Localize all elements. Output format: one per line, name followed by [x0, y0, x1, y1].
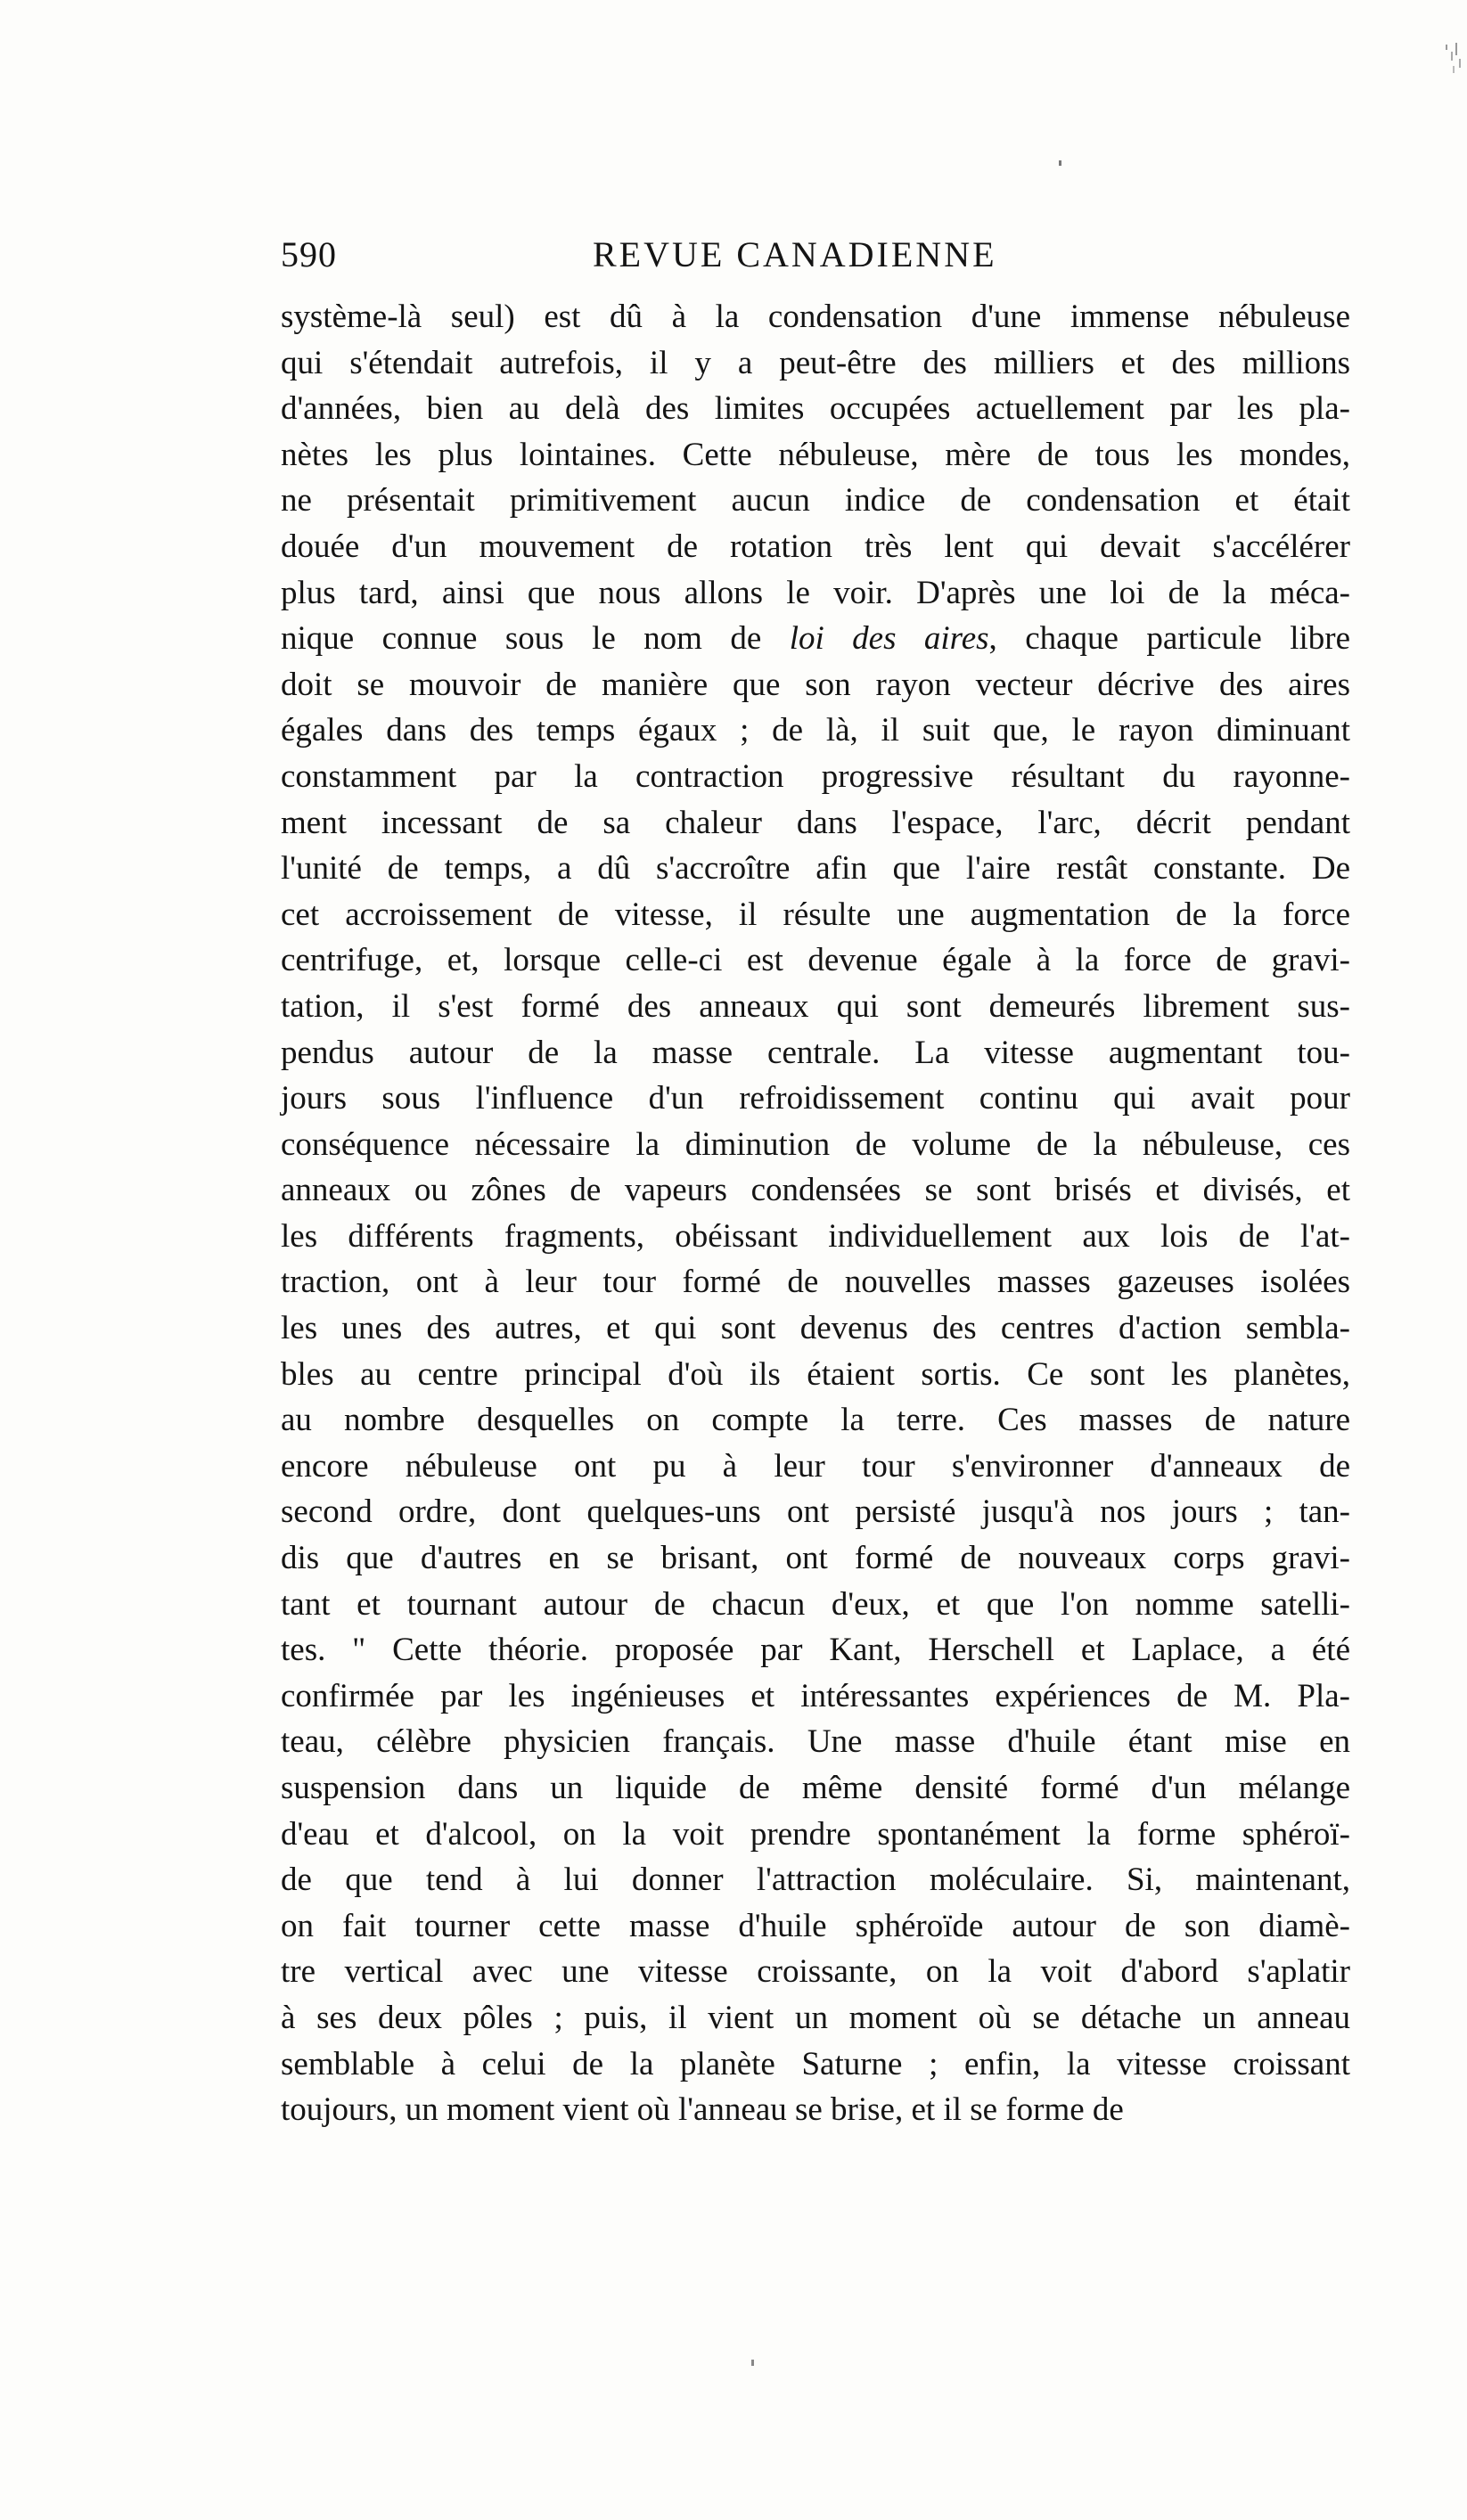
text-line: suspension dans un liquide de même densité formé d'un mélange: [281, 1770, 1350, 1806]
ink-speck-top: [1059, 160, 1061, 166]
text-line: pendus autour de la masse centrale. La vitesse augmentant tou-: [281, 1034, 1350, 1071]
text-line: jours sous l'influence d'un refroidissement continu qui avait pour: [281, 1080, 1350, 1117]
text-line: plus tard, ainsi que nous allons le voir. D'après une loi de la méca-: [281, 574, 1350, 611]
text-line: encore nébuleuse ont pu à leur tour s'environner d'anneaux de: [281, 1447, 1350, 1485]
text-line: l'unité de temps, a dû s'accroître afin que l'aire restât constante. De: [281, 850, 1350, 888]
page-number: 590: [281, 234, 337, 274]
text-line: système-là seul) est dû à la condensation d'une immense nébuleuse: [281, 299, 1350, 335]
text-line: à ses deux pôles ; puis, il vient un moment où se détache un anneau: [281, 1999, 1350, 2036]
text-line: les unes des autres, et qui sont devenus des centres d'action sembla-: [281, 1310, 1350, 1347]
text-line: anneaux ou zônes de vapeurs condensées se sont brisés et divisés, et: [281, 1172, 1350, 1209]
text-line: nètes les plus lointaines. Cette nébuleuse, mère de tous les mondes,: [281, 436, 1350, 473]
text-line: ment incessant de sa chaleur dans l'espace, l'arc, décrit pendant: [281, 804, 1350, 841]
text-line: tation, il s'est formé des anneaux qui sont demeurés librement sus-: [281, 987, 1350, 1025]
text-line: tant et tournant autour de chacun d'eux, et que l'on nomme satelli-: [281, 1585, 1350, 1623]
text-line: dis que d'autres en se brisant, ont formé de nouveaux corps gravi-: [281, 1540, 1350, 1577]
text-line: toujours, un moment vient où l'anneau se brise, et il se forme de: [281, 2091, 1124, 2129]
text-line: douée d'un mouvement de rotation très lent qui devait s'accélérer: [281, 528, 1350, 565]
text-line: les différents fragments, obéissant individuellement aux lois de l'at-: [281, 1217, 1350, 1255]
text-line: nique connue sous le nom de loi des aires, chaque particule libre: [281, 620, 1351, 658]
text-line: égales dans des temps égaux ; de là, il suit que, le rayon diminuant: [281, 712, 1350, 749]
text-line: ne présentait primitivement aucun indice de condensation et était: [281, 482, 1350, 520]
text-line: qui s'étendait autrefois, il y a peut-être des milliers et des millions: [281, 344, 1350, 381]
text-line: constamment par la contraction progressive résultant du rayonne-: [281, 757, 1350, 795]
ink-speck-bottom: [751, 2360, 754, 2366]
text-line: semblable à celui de la planète Saturne ; enfin, la vitesse croissant: [281, 2045, 1350, 2082]
text-line: conséquence nécessaire la diminution de volume de la nébuleuse, ces: [281, 1125, 1350, 1163]
text-line: traction, ont à leur tour formé de nouvelles masses gazeuses isolées: [281, 1264, 1350, 1301]
text-line: teau, célèbre physicien français. Une masse d'huile étant mise en: [281, 1723, 1350, 1761]
text-line: de que tend à lui donner l'attraction moléculaire. Si, maintenant,: [281, 1861, 1350, 1899]
text-line: confirmée par les ingénieuses et intéressantes expériences de M. Pla-: [281, 1677, 1350, 1714]
body-text: [281, 294, 1350, 2133]
text-line: on fait tourner cette masse d'huile sphéroïde autour de son diamè-: [281, 1907, 1350, 1944]
text-line: d'eau et d'alcool, on la voit prendre spontanément la forme sphéroï-: [281, 1815, 1350, 1853]
text-line: tre vertical avec une vitesse croissante, on la voit d'abord s'aplatir: [281, 1953, 1350, 1991]
page-edge-specks: [1414, 27, 1467, 98]
text-line: cet accroissement de vitesse, il résulte une augmentation de la force: [281, 896, 1350, 933]
text-line: au nombre desquelles on compte la terre. Ces masses de nature: [281, 1402, 1350, 1439]
text-line: bles au centre principal d'où ils étaient sortis. Ce sont les planètes,: [281, 1355, 1350, 1393]
text-line: second ordre, dont quelques-uns ont persisté jusqu'à nos jours ; tan-: [281, 1493, 1350, 1531]
page-header: [281, 233, 1332, 287]
running-title: REVUE CANADIENNE: [593, 234, 997, 274]
text-line: doit se mouvoir de manière que son rayon vecteur décrive des aires: [281, 666, 1350, 703]
text-line: tes. " Cette théorie. proposée par Kant, Herschell et Laplace, a été: [281, 1632, 1350, 1669]
text-line: d'années, bien au delà des limites occupées actuellement par les pla-: [281, 390, 1350, 428]
text-line: centrifuge, et, lorsque celle-ci est devenue égale à la force de gravi-: [281, 942, 1350, 979]
